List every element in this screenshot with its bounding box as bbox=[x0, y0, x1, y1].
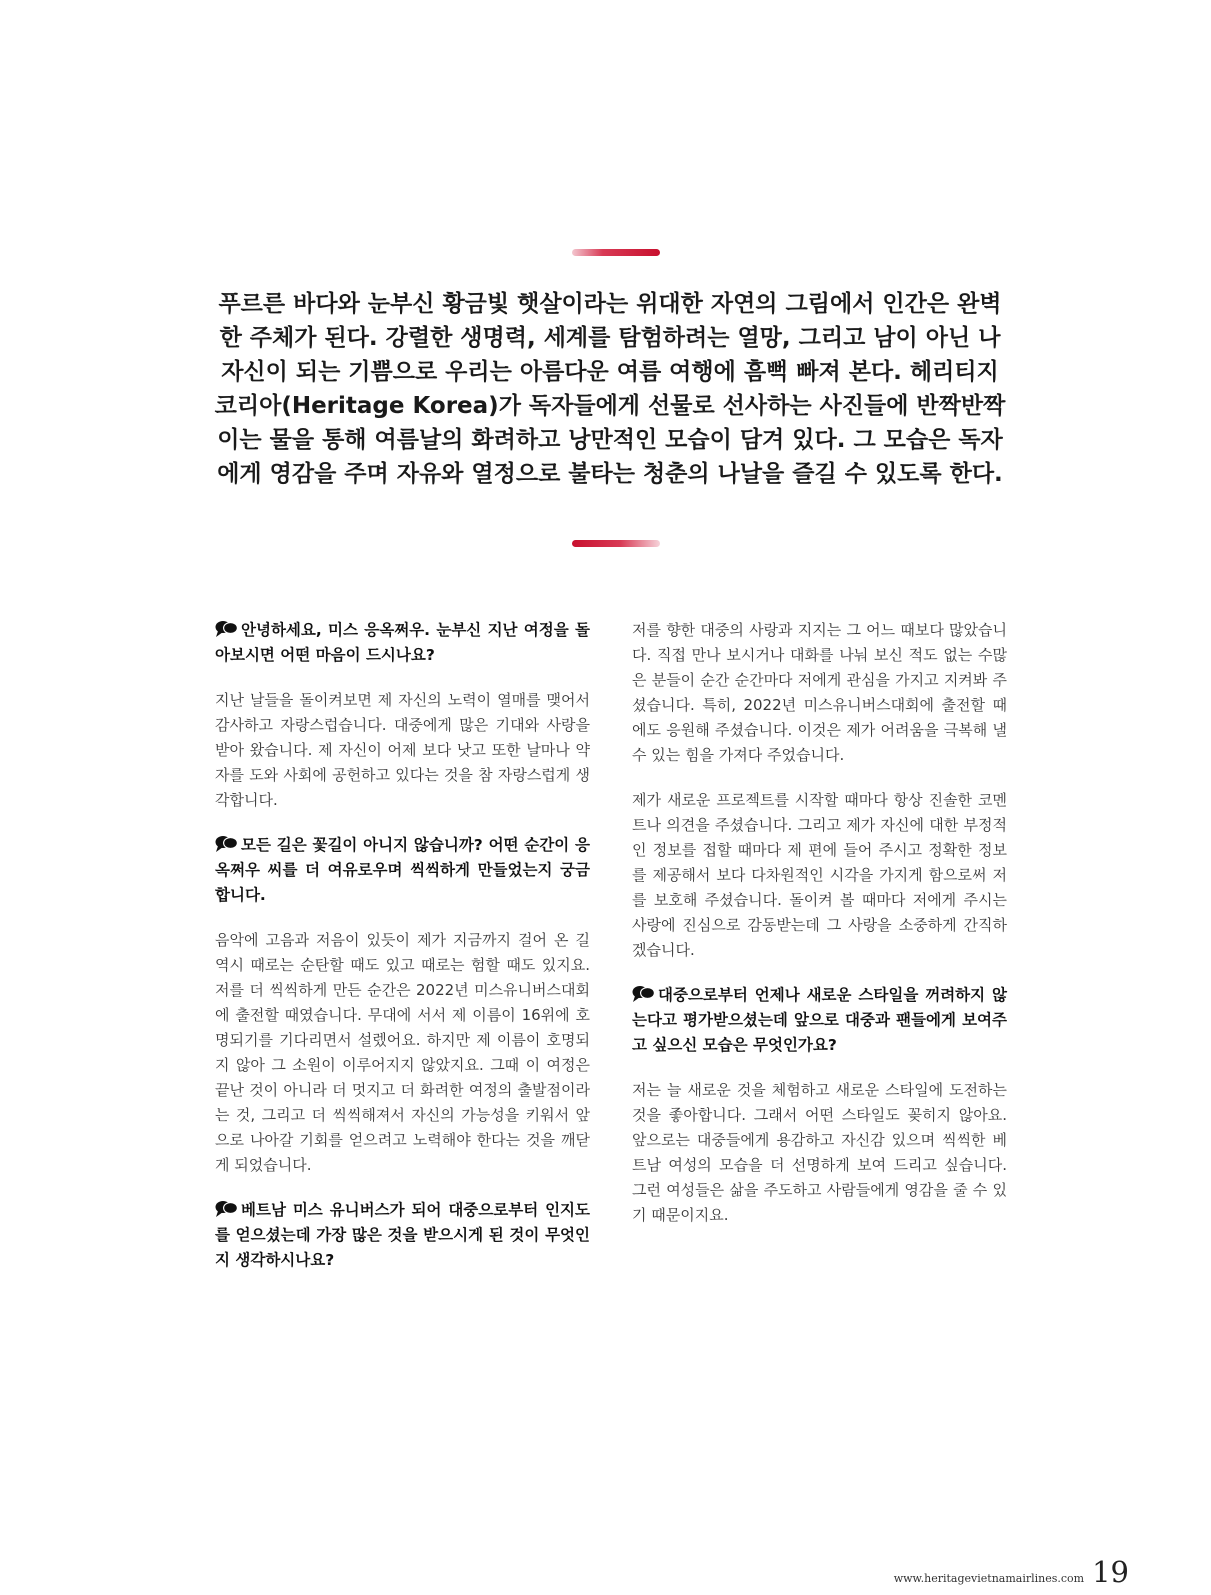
question-2 bbox=[215, 833, 590, 908]
question-1 bbox=[215, 618, 590, 668]
question-4-text: 대중으로부터 언제나 새로운 스타일을 꺼려하지 않는다고 평가받으셨는데 앞으로 대중과 팬들에게 보여주고 싶으신 모습은 무엇인가요? bbox=[632, 986, 1007, 1054]
answer-1: 지난 날들을 돌이켜보면 제 자신의 노력이 열매를 맺어서 감사하고 자랑스럽습니다. 대중에게 많은 기대와 사랑을 받아 왔습니다. 제 자신이 어제 보다 낫고 또한 날마나 약자를 도와 사회에 공헌하고 있다는 것을 참 자랑스럽게 생각합니다. bbox=[215, 691, 590, 809]
intro-paragraph: 푸르른 바다와 눈부신 황금빛 햇살이라는 위대한 자연의 그림에서 인간은 완벽한 주체가 된다. 강렬한 생명력, 세계를 탐험하려는 열망, 그리고 남이 아닌 나 자신이 되는 기쁨으로 우리는 아름다운 여름 여행에 흠뻑 빠져 본다. 헤리티지 코리아(Heritage Korea)가 독자들에게 선물로 선사하는 사진들에 반짝반짝이는 물을 통해 여름날의 화려하고 낭만적인 모습이 담겨 있다. 그 모습은 독자에게 영감을 주며 자유와 열정으로 불타는 청춘의 나날을 즐길 수 있도록 한다. bbox=[214, 291, 1006, 487]
question-1-text: 안녕하세요, 미스 응옥쩌우. 눈부신 지난 여정을 돌아보시면 어떤 마음이 드시나요? bbox=[215, 621, 590, 664]
speech-bubbles-icon bbox=[215, 620, 239, 638]
answer-3-part-2: 제가 새로운 프로젝트를 시작할 때마다 항상 진솔한 코멘트나 의견을 주셨습니다. 그리고 제가 자신에 대한 부정적인 정보를 접할 때마다 제 편에 들어 주시고 정확한 정보를 제공해서 보다 다차원적인 시각을 가지게 함으로써 저를 보호해 주셨습니다. 돌이켜 볼 때마다 저에게 주시는 사랑에 진심으로 감동받는데 그 사랑을 소중하게 간직하겠습니다. bbox=[632, 791, 1007, 959]
top-accent-rule bbox=[572, 249, 660, 256]
page-footer bbox=[893, 1555, 1129, 1589]
answer-4: 저는 늘 새로운 것을 체험하고 새로운 스타일에 도전하는 것을 좋아합니다. 그래서 어떤 스타일도 꽂히지 않아요. 앞으로는 대중들에게 용감하고 자신감 있으며 씩씩한 베트남 여성의 모습을 더 선명하게 보여 드리고 싶습니다. 그런 여성들은 삶을 주도하고 사람들에게 영감을 줄 수 있기 때문이지요. bbox=[632, 1081, 1007, 1224]
question-3-text: 베트남 미스 유니버스가 되어 대중으로부터 인지도를 얻으셨는데 가장 많은 것을 받으시게 된 것이 무엇인지 생각하시나요? bbox=[215, 1201, 590, 1269]
question-3 bbox=[215, 1198, 590, 1273]
answer-2: 음악에 고음과 저음이 있듯이 제가 지금까지 걸어 온 길 역시 때로는 순탄할 때도 있고 때로는 험할 때도 있지요. 저를 더 씩씩하게 만든 순간은 2022년 미스유니버스대회에 출전할 때였습니다. 무대에 서서 제 이름이 16위에 호명되기를 기다리면서 설렜어요. 하지만 제 이름이 호명되지 않아 그 소원이 이루어지지 않았지요. 그때 이 여정은 끝난 것이 아니라 더 멋지고 더 화려한 여정의 출발점이라는 것, 그리고 더 씩씩해져서 자신의 가능성을 키워서 앞으로 나아갈 기회를 얻으려고 노력해야 한다는 것을 깨닫게 되었습니다. bbox=[215, 931, 590, 1174]
footer-website-link[interactable]: www.heritagevietnamairlines.com bbox=[893, 1572, 1085, 1585]
question-2-text: 모든 길은 꽃길이 아니지 않습니까? 어떤 순간이 응옥쩌우 씨를 더 여유로우며 씩씩하게 만들었는지 궁금합니다. bbox=[215, 836, 590, 904]
bottom-accent-rule bbox=[572, 540, 660, 547]
right-column bbox=[632, 618, 1007, 1248]
left-column bbox=[215, 618, 590, 1293]
answer-3-part-1: 저를 향한 대중의 사랑과 지지는 그 어느 때보다 많았습니다. 직접 만나 보시거나 대화를 나눠 보신 적도 없는 수많은 분들이 순간 순간마다 저에게 관심을 가지고 지켜봐 주셨습니다. 특히, 2022년 미스유니버스대회에 출전할 때에도 응원해 주셨습니다. 이것은 제가 어려움을 극복해 낼 수 있는 힘을 가져다 주었습니다. bbox=[632, 621, 1007, 764]
speech-bubbles-icon bbox=[215, 1200, 239, 1218]
speech-bubbles-icon bbox=[632, 985, 656, 1003]
page-number: 19 bbox=[1092, 1555, 1129, 1589]
speech-bubbles-icon bbox=[215, 835, 239, 853]
question-4 bbox=[632, 983, 1007, 1058]
